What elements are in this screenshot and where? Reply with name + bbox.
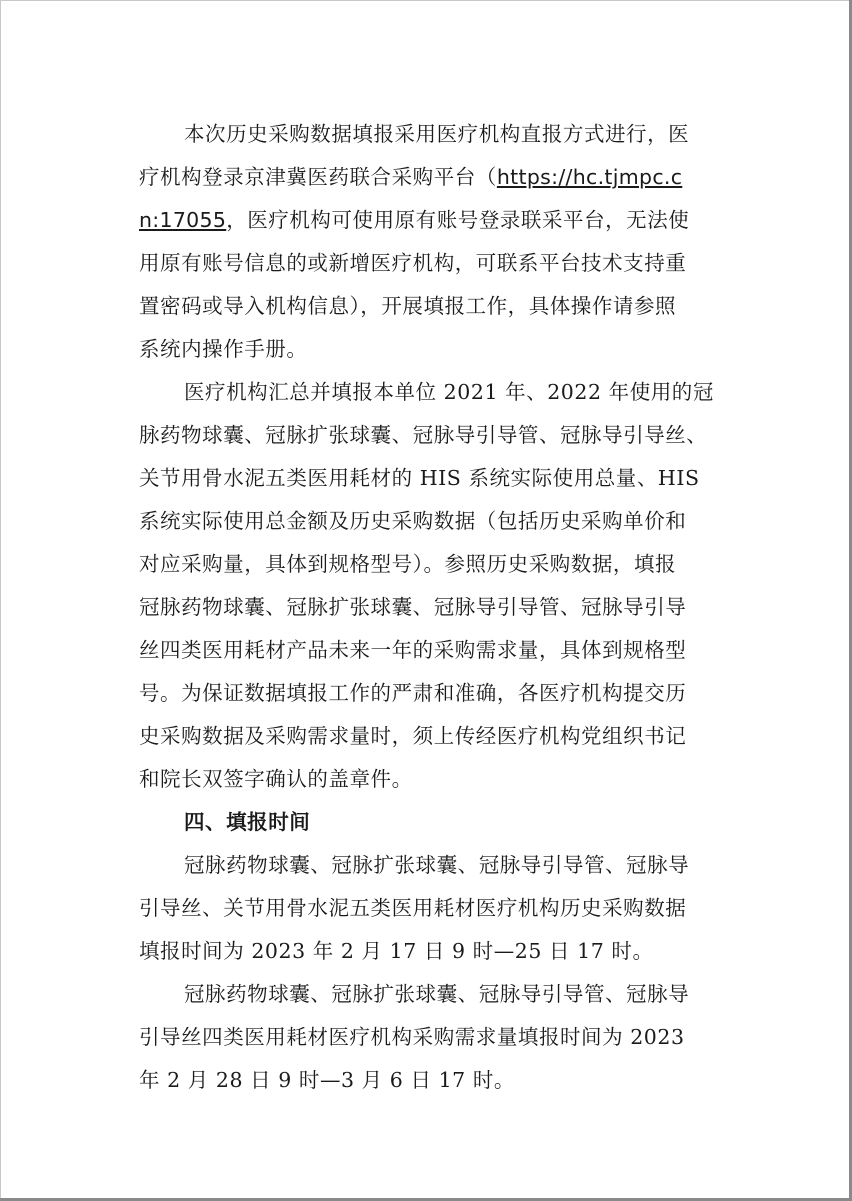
paragraph-2-line-2: 脉药物球囊、冠脉扩张球囊、冠脉导引导管、冠脉导引导丝、 <box>139 423 708 447</box>
paragraph-1-line-2 <box>139 160 682 194</box>
paragraph-2-line-6: 冠脉药物球囊、冠脉扩张球囊、冠脉导引导管、冠脉导引导 <box>139 595 687 619</box>
paragraph-2-line-8: 号。为保证数据填报工作的严肃和准确，各医疗机构提交历 <box>139 681 687 705</box>
paragraph-3-line-3: 填报时间为 2023 年 2 月 17 日 9 时—25 日 17 时。 <box>139 939 654 963</box>
paragraph-2-line-9: 史采购数据及采购需求量时，须上传经医疗机构党组织书记 <box>139 724 687 748</box>
paragraph-1-line-3 <box>139 203 689 237</box>
platform-url-link-part-2[interactable]: n:17055 <box>139 208 227 232</box>
paragraph-1-line-6: 系统内操作手册。 <box>139 337 308 361</box>
paragraph-4-line-1: 冠脉药物球囊、冠脉扩张球囊、冠脉导引导管、冠脉导 <box>184 982 690 1006</box>
paragraph-3-line-2: 引导丝、关节用骨水泥五类医用耗材医疗机构历史采购数据 <box>139 896 687 920</box>
paragraph-1-line-2-text: 疗机构登录京津冀医药联合采购平台（ <box>139 165 497 189</box>
paragraph-1-line-3-text: ，医疗机构可使用原有账号登录联采平台，无法使 <box>226 208 690 232</box>
paragraph-1-line-4: 用原有账号信息的或新增医疗机构，可联系平台技术支持重 <box>139 251 687 275</box>
paragraph-3-line-1: 冠脉药物球囊、冠脉扩张球囊、冠脉导引导管、冠脉导 <box>184 853 690 877</box>
paragraph-4-line-2: 引导丝四类医用耗材医疗机构采购需求量填报时间为 2023 <box>139 1025 685 1049</box>
paragraph-2-line-5: 对应采购量，具体到规格型号）。参照历史采购数据，填报 <box>139 552 677 576</box>
paragraph-2-line-1: 医疗机构汇总并填报本单位 2021 年、2022 年使用的冠 <box>184 380 714 404</box>
paragraph-2-line-7: 丝四类医用耗材产品未来一年的采购需求量，具体到规格型 <box>139 638 687 662</box>
page-border-left <box>0 0 1 1201</box>
paragraph-2-line-10: 和院长双签字确认的盖章件。 <box>139 767 413 791</box>
platform-url-link-part-1[interactable]: https://hc.tjmpc.c <box>496 165 683 189</box>
paragraph-4-line-3: 年 2 月 28 日 9 时—3 月 6 日 17 时。 <box>139 1068 515 1092</box>
paragraph-2-line-4: 系统实际使用总金额及历史采购数据（包括历史采购单价和 <box>139 509 687 533</box>
page-border-top <box>0 0 852 1</box>
paragraph-2-line-3: 关节用骨水泥五类医用耗材的 HIS 系统实际使用总量、HIS <box>139 466 700 490</box>
paragraph-1-line-5: 置密码或导入机构信息），开展填报工作，具体操作请参照 <box>139 294 677 318</box>
paragraph-1-line-1: 本次历史采购数据填报采用医疗机构直报方式进行，医 <box>184 122 690 146</box>
section-heading: 四、填报时间 <box>184 810 311 834</box>
